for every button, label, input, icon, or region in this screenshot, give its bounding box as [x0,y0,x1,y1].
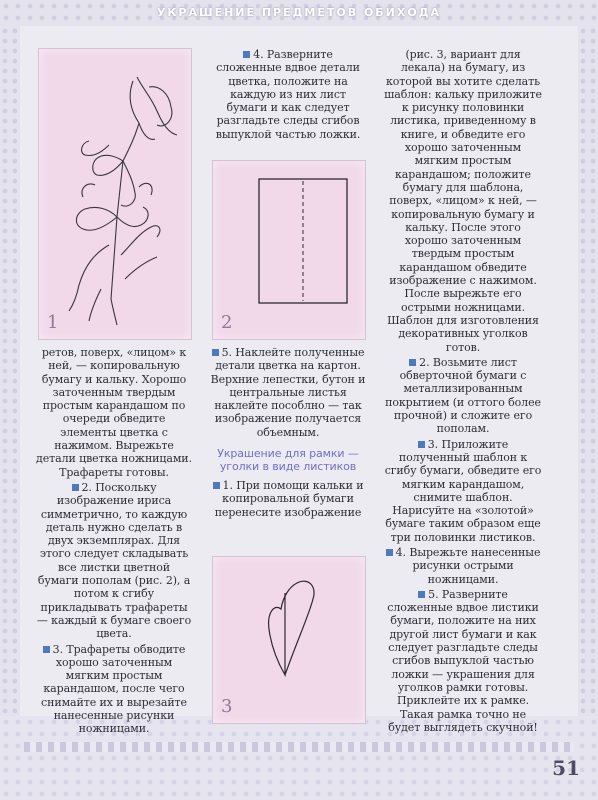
bullet-icon [72,484,79,491]
paragraph-text: 5. Разверните сложенные вдвое листики бумаги, положите на них другой лист бумаги и как следует разгладьте следы сгибов выпуклой частью ложки — украшения для уголков рамки готовы. Приклейте их к рамке. Такая рамка точно не будет выглядеть скучной! [387,587,539,734]
figure-iris-panel [38,48,192,340]
figure-number-3: 3 [221,696,233,717]
figure-fold-panel [212,160,366,340]
iris-outline-drawing [39,49,191,339]
bullet-icon [418,441,425,448]
paragraph-step-5 [384,588,542,734]
running-title: УКРАШЕНИЕ ПРЕДМЕТОВ ОБИХОДА [156,6,442,19]
paragraph-text: 3. Приложите полученный шаблон к сгибу бумаги, обведите его мягким карандашом, снимите шаблон. Нарисуйте на «золотой» бумаге таким образом еще три половинки листиков. [384,437,542,544]
paragraph-text: 4. Разверните сложенные вдвое детали цветка, положите на каждую из них лист бумаги и как следует разгладьте следы сгибов выпуклой частью ложки. [215,48,361,141]
half-leaf-template-drawing [213,557,365,723]
paragraph-text: 4. Вырежьте нанесенные рисунки острыми ножницами. [395,545,541,586]
decorative-band [24,742,574,752]
bullet-icon [243,51,250,58]
figure-leaf-panel [212,556,366,724]
paragraph-step-5 [210,346,366,439]
paragraph: (рис. 3, вариант для лекала) на бумагу, из которой вы хотите сделать шаблон: кальку приложите к рисунку половинки листика, приведенному в книге, и обведите его хорошо заточенным мягким простым карандашом; положите бумагу для шаблона, поверх, «лицом» к ней, — копировальную бумагу и кальку. После этого хорошо заточенным твердым простым карандашом обведите изображение с нажимом. После вырежьте его острыми ножницами. Шаблон для изготовления декоративных уголков готов. [384,48,542,354]
bullet-icon [386,549,393,556]
lace-border-right [578,26,598,716]
paragraph-step-1 [210,479,366,519]
right-column [384,48,542,736]
paragraph-step-2 [384,356,542,436]
paragraph-step-3 [36,643,192,736]
paragraph: ретов, поверх, «лицом» к ней, — копировальную бумагу и кальку. Хорошо заточенным твердым простым карандашом по очереди обведите элементы цветка с нажимом. Вырежьте детали цветка ножницами. Трафареты готовы. [36,346,192,479]
paragraph-text: 1. При помощи кальки и копировальной бумаги перенесите изображение [214,479,364,519]
figure-number-1: 1 [47,312,59,333]
paragraph-step-3 [384,438,542,544]
middle-column-bottom [210,346,366,521]
page-number: 51 [552,756,580,780]
fold-diagram [213,161,365,339]
bullet-icon [409,359,416,366]
lace-border-left [0,26,20,716]
middle-column-top [210,48,366,143]
bullet-icon [43,646,50,653]
bullet-icon [213,482,220,489]
paragraph-text: 2. Возьмите лист обверточной бумаги с металлизированным покрытием (и оттого более прочной) и сложите его пополам. [385,355,541,436]
bullet-icon [418,591,425,598]
paragraph-step-4 [210,48,366,141]
paragraph-text: 2. Поскольку изображение ириса симметрично, то каждую деталь нужно сделать в двух экземплярах. Для этого следует складывать все листки цветной бумаги пополам (рис. 2), а потом к сгибу прикладывать трафареты — каждый к бумаге своего цвета. [36,480,192,641]
section-subheading: Украшение для рамки — уголки в виде листиков [217,447,359,474]
paragraph-text: 5. Наклейте полученные детали цветка на картон. Верхние лепестки, бутон и центральные листья наклейте пособлно — так изображение получается объемным. [210,346,366,439]
bullet-icon [212,349,219,356]
paragraph-step-4 [384,546,542,586]
paragraph-step-2 [36,481,192,641]
figure-number-2: 2 [221,312,233,333]
paragraph-text: 3. Трафареты обводите хорошо заточенным мягким простым карандашом, после чего снимайте их и вырезайте нанесенные рисунки ножницами. [41,642,187,736]
left-column [36,346,192,738]
